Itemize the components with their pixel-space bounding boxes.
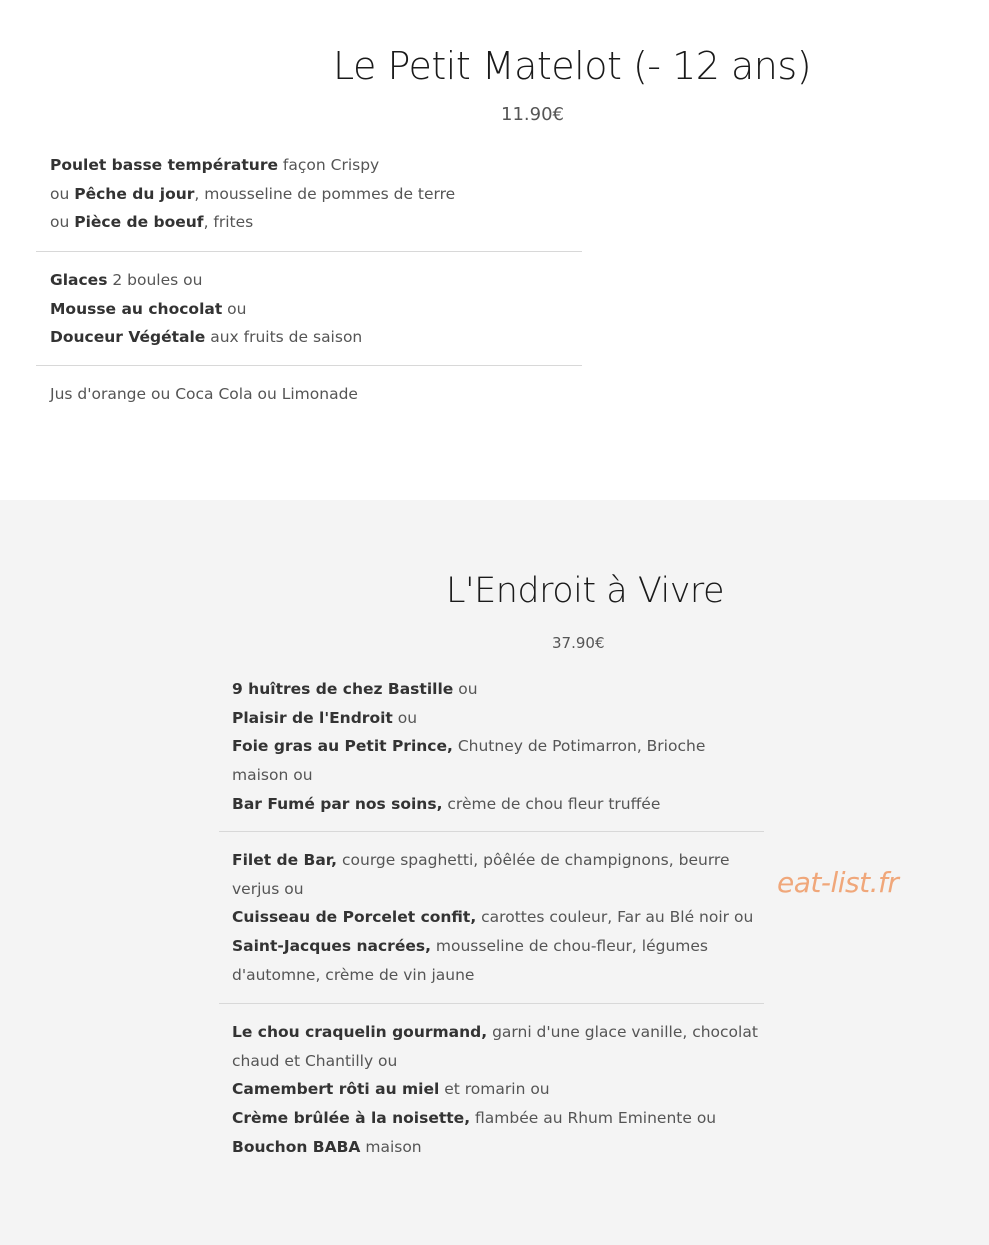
watermark: eat-list.fr bbox=[777, 866, 899, 899]
dish-name: Plaisir de l'Endroit bbox=[232, 708, 393, 727]
dish-name: Crème brûlée à la noisette, bbox=[232, 1109, 471, 1128]
dish-description: Jus d'orange ou Coca Cola ou Limonade bbox=[50, 385, 358, 403]
dish-name: Bouchon BABA bbox=[232, 1137, 361, 1156]
kids-menu-section bbox=[0, 0, 989, 500]
dish-description: , frites bbox=[203, 213, 254, 232]
dish-description: Chutney de Potimarron, Brioche bbox=[452, 737, 706, 756]
adult-dessert-group bbox=[232, 1018, 758, 1162]
dish-name: Camembert rôti au miel bbox=[232, 1080, 440, 1099]
menu-line bbox=[232, 961, 753, 990]
menu-line bbox=[232, 732, 705, 761]
dish-description: aux fruits de saison bbox=[205, 328, 363, 347]
dish-description: ou bbox=[453, 680, 478, 698]
adult-menu-price: 37.90€ bbox=[552, 634, 605, 652]
kids-main-course-group bbox=[50, 151, 455, 237]
dish-description: et romarin ou bbox=[439, 1080, 550, 1099]
menu-line bbox=[50, 180, 455, 209]
menu-line bbox=[232, 1104, 758, 1133]
dish-description: flambée au Rhum Eminente ou bbox=[470, 1109, 717, 1128]
menu-line bbox=[232, 675, 705, 704]
dish-description: chaud et Chantilly ou bbox=[232, 1051, 398, 1070]
adult-main-course-group bbox=[232, 846, 753, 990]
dish-name: Pièce de boeuf bbox=[74, 213, 204, 232]
dish-description: ou bbox=[392, 708, 418, 727]
dish-description: ou bbox=[50, 184, 75, 203]
menu-line bbox=[232, 846, 753, 875]
menu-line bbox=[232, 903, 753, 932]
dish-description: crème de chou fleur truffée bbox=[442, 794, 661, 813]
divider bbox=[36, 251, 582, 252]
kids-drink-group bbox=[50, 380, 358, 409]
menu-line bbox=[50, 151, 455, 180]
menu-line bbox=[50, 323, 362, 352]
dish-name: Filet de Bar, bbox=[232, 851, 338, 869]
menu-line bbox=[232, 1018, 758, 1047]
adult-starter-group bbox=[232, 675, 705, 819]
menu-line bbox=[232, 1047, 758, 1076]
dish-description: , mousseline de pommes de terre bbox=[194, 184, 456, 203]
dish-description: façon Crispy bbox=[277, 156, 380, 174]
dish-name: Glaces bbox=[50, 271, 108, 289]
dish-description: 2 boules ou bbox=[107, 271, 203, 289]
dish-description: ou bbox=[50, 213, 75, 232]
menu-line bbox=[232, 761, 705, 790]
dish-description: ou bbox=[222, 299, 247, 318]
dish-name: Bar Fumé par nos soins, bbox=[232, 794, 443, 813]
dish-description: garni d'une glace vanille, chocolat bbox=[487, 1023, 758, 1041]
dish-name: Pêche du jour bbox=[74, 184, 195, 203]
dish-name: Saint-Jacques nacrées, bbox=[232, 937, 431, 956]
menu-line bbox=[232, 1075, 758, 1104]
kids-menu-price: 11.90€ bbox=[501, 104, 564, 125]
dish-name: Poulet basse température bbox=[50, 156, 278, 174]
dish-description: maison ou bbox=[232, 766, 313, 785]
dish-description: verjus ou bbox=[232, 879, 304, 898]
menu-line bbox=[232, 790, 705, 819]
dish-description: carottes couleur, Far au Blé noir ou bbox=[476, 908, 754, 927]
dish-description: d'automne, crème de vin jaune bbox=[232, 965, 475, 984]
menu-line bbox=[50, 380, 358, 409]
dish-name: Douceur Végétale bbox=[50, 328, 206, 347]
menu-line bbox=[50, 208, 455, 237]
dish-description: courge spaghetti, pôêlée de champignons, beurre bbox=[337, 851, 730, 869]
kids-menu-title: Le Petit Matelot (- 12 ans) bbox=[333, 44, 812, 88]
dish-name: Mousse au chocolat bbox=[50, 299, 223, 318]
menu-line bbox=[232, 932, 753, 961]
divider bbox=[36, 365, 582, 366]
menu-line bbox=[50, 266, 362, 295]
menu-line bbox=[50, 295, 362, 324]
adult-menu-title: L'Endroit à Vivre bbox=[446, 571, 725, 611]
dish-name: Cuisseau de Porcelet confit, bbox=[232, 908, 477, 927]
menu-line bbox=[232, 875, 753, 904]
dish-name: 9 huîtres de chez Bastille bbox=[232, 680, 454, 698]
divider bbox=[219, 1003, 764, 1004]
menu-line bbox=[232, 1133, 758, 1162]
dish-name: Le chou craquelin gourmand, bbox=[232, 1023, 488, 1041]
divider bbox=[219, 831, 764, 832]
kids-dessert-group bbox=[50, 266, 362, 352]
dish-description: mousseline de chou-fleur, légumes bbox=[430, 937, 709, 956]
dish-name: Foie gras au Petit Prince, bbox=[232, 737, 453, 756]
menu-line bbox=[232, 704, 705, 733]
dish-description: maison bbox=[360, 1137, 422, 1156]
